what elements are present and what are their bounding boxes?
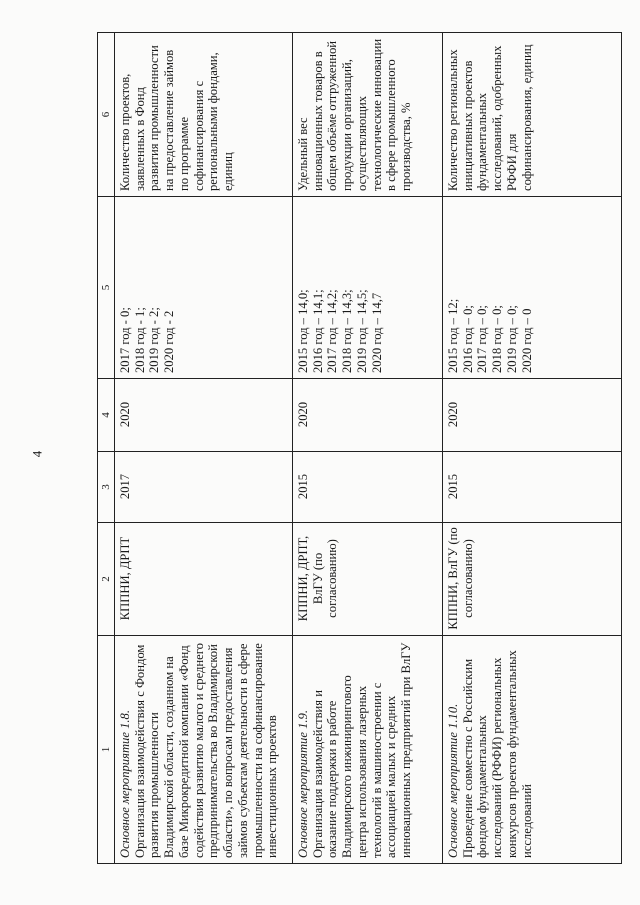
- executor-cell: КППНИ, ДРПТ: [115, 523, 293, 636]
- measure-cell: [115, 636, 293, 864]
- start-year-cell: 2017: [115, 452, 293, 523]
- header-row: [98, 33, 115, 864]
- measures-table: [97, 32, 622, 864]
- start-year-cell: 2015: [443, 452, 622, 523]
- measure-cell: [443, 636, 622, 864]
- indicator-cell: Количество региональных инициативных проектов фундаментальных исследований, одобренных РФФИ для софинансирования, единиц: [443, 33, 622, 197]
- start-year-cell: 2015: [293, 452, 443, 523]
- page-number: 4: [29, 450, 45, 458]
- executor-cell: КППНИ, ВлГУ (по согласованию): [443, 523, 622, 636]
- indicator-cell: Количество проектов, заявленных в Фонд развития промышленности на предоставление займов по программе софинансирования с региональными фондами, единиц: [115, 33, 293, 197]
- header-col-1: 1: [98, 636, 115, 864]
- measure-description: Организация взаимодействия и оказание поддержки в работе Владимирского инжинирингового центра использования лазерных технологий в машиностроении с ассоциацией малых и средних инновационных предприятий при ВлГУ: [310, 642, 414, 858]
- indicator-cell: Удельный вес инновационных товаров в общем объёме отгруженной продукции организаций, осуществляющих технологические инновации в сфере промышленного производства, %: [293, 33, 443, 197]
- end-year-cell: 2020: [115, 379, 293, 452]
- table-row: [115, 33, 293, 864]
- end-year-cell: 2020: [443, 379, 622, 452]
- measure-description: Организация взаимодействия с Фондом развития промышленности Владимирской области, созданном на базе Микрокредитной компании «Фонд содействия развитию малого и среднего предпринимательства во Владимирской области», по вопросам предоставления займов субъектам деятельности в сфере промышленности на софинансирование инвестиционных проектов: [132, 643, 280, 858]
- executor-cell: КППНИ, ДРПТ, ВлГУ (по согласованию): [293, 523, 443, 636]
- rotated-table-wrapper: [97, 33, 622, 864]
- header-col-2: 2: [98, 523, 115, 636]
- header-col-3: 3: [98, 452, 115, 523]
- values-cell: 2015 год – 12; 2016 год – 0; 2017 год – 0; 2018 год – 0; 2019 год – 0; 2020 год – 0: [443, 197, 622, 379]
- measure-title: Основное мероприятие 1.9.: [296, 710, 310, 858]
- end-year-cell: 2020: [293, 379, 443, 452]
- values-cell: 2017 год - 0; 2018 год - 1; 2019 год - 2; 2020 год - 2: [115, 197, 293, 379]
- table-row: [443, 33, 622, 864]
- table-row: [293, 33, 443, 864]
- values-cell: 2015 год – 14,0; 2016 год – 14,1; 2017 год – 14,2; 2018 год – 14,3; 2019 год – 14,5; 2020 год – 14,7: [293, 197, 443, 379]
- header-col-6: 6: [98, 33, 115, 197]
- measure-title: Основное мероприятие 1.10.: [446, 703, 460, 858]
- header-col-4: 4: [98, 379, 115, 452]
- header-col-5: 5: [98, 197, 115, 379]
- measure-cell: [293, 636, 443, 864]
- measure-title: Основное мероприятие 1.8.: [118, 710, 132, 858]
- measure-description: Проведение совместно с Российским фондом фундаментальных исследований (РФФИ) региональных конкурсов проектов фундаментальных исследований: [460, 650, 534, 858]
